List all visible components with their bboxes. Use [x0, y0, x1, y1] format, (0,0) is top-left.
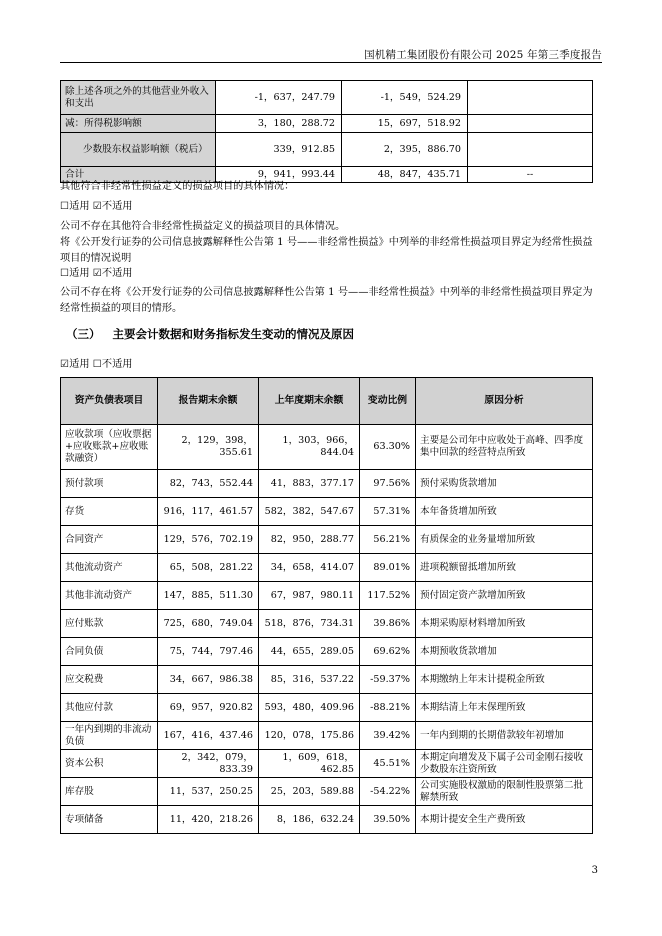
header-title: 国机精工集团股份有限公司 2025 年第三季度报告 — [364, 49, 602, 61]
prior-balance: 85，316，537.22 — [259, 666, 360, 694]
change-ratio: 56.21% — [360, 526, 416, 554]
item-cell: 存货 — [61, 498, 158, 526]
end-balance: 167，416，437.46 — [158, 722, 259, 750]
end-balance: 65，508，281.22 — [158, 554, 259, 582]
end-balance: 2，342，079，833.39 — [158, 750, 259, 778]
item-cell: 应交税费 — [61, 666, 158, 694]
reason-cell: 一年内到期的长期借款较年初增加 — [416, 722, 593, 750]
item-cell: 合同资产 — [61, 526, 158, 554]
paragraph-no-classification: 公司不存在将《公开发行证券的公司信息披露解释性公告第 1 号——非经常性损益》中列举的非经常性损益项目界定为经常性损益的项目的情形。 — [60, 287, 593, 314]
change-ratio: 39.86% — [360, 610, 416, 638]
reason-cell: 本期采购原材料增加所致 — [416, 610, 593, 638]
end-balance: 916，117，461.57 — [158, 498, 259, 526]
end-balance: 2，129，398，355.61 — [158, 425, 259, 470]
reason-cell: 本期结清上年末保理所致 — [416, 694, 593, 722]
reason-cell: 有质保金的业务量增加所致 — [416, 526, 593, 554]
applicability-option: ☐适用 ☑不适用 — [60, 201, 133, 212]
end-balance: 82，743，552.44 — [158, 470, 259, 498]
change-ratio: 57.31% — [360, 498, 416, 526]
prior-balance: 44，655，289.05 — [259, 638, 360, 666]
prior-balance: 82，950，288.77 — [259, 526, 360, 554]
change-ratio: 117.52% — [360, 582, 416, 610]
non-recurring-table — [60, 80, 593, 183]
item-cell: 专项储备 — [61, 806, 158, 834]
change-ratio: -54.22% — [360, 778, 416, 806]
reason-cell: 本期缴纳上年末计提税金所致 — [416, 666, 593, 694]
prior-balance: 120，078，175.86 — [259, 722, 360, 750]
prior-balance: 67，987，980.11 — [259, 582, 360, 610]
reason-cell: 本期定向增发及下属子公司金刚石接收少数股东注资所致 — [416, 750, 593, 778]
table-row — [61, 666, 593, 694]
end-balance: 11，420，218.26 — [158, 806, 259, 834]
header-period-end: 报告期末余额 — [158, 378, 259, 425]
paragraph-no-other-items: 公司不存在其他符合非经常性损益定义的损益项目的具体情况。 — [60, 221, 346, 232]
table-row — [61, 81, 593, 115]
table-row — [61, 425, 593, 470]
page-number: 3 — [591, 865, 598, 876]
change-ratio: 39.50% — [360, 806, 416, 834]
item-cell: 库存股 — [61, 778, 158, 806]
section-index: （三） — [66, 327, 101, 341]
table-row — [61, 498, 593, 526]
header-change-ratio: 变动比例 — [360, 378, 416, 425]
change-ratio: 45.51% — [360, 750, 416, 778]
header-reason: 原因分析 — [416, 378, 593, 425]
table-row — [61, 694, 593, 722]
item-cell: 一年内到期的非流动负债 — [61, 722, 158, 750]
section-heading — [60, 326, 354, 342]
ytd-value: 48，847，435.71 — [342, 167, 468, 183]
table-row — [61, 806, 593, 834]
prior-balance: 1，303，966，844.04 — [259, 425, 360, 470]
prior-balance: 8，186，632.24 — [259, 806, 360, 834]
current-value: -1，637，247.79 — [216, 81, 342, 115]
row-label: 少数股东权益影响额（税后） — [61, 133, 216, 167]
header-rule — [60, 62, 602, 63]
row-label: 除上述各项之外的其他营业外收入和支出 — [61, 81, 216, 115]
prior-balance: 1，609，618，462.85 — [259, 750, 360, 778]
note-cell — [468, 133, 593, 167]
current-value: 339，912.85 — [216, 133, 342, 167]
prior-balance: 582，382，547.67 — [259, 498, 360, 526]
item-cell: 合同负债 — [61, 638, 158, 666]
note-cell: -- — [468, 167, 593, 183]
change-ratio: -59.37% — [360, 666, 416, 694]
item-cell: 其他应付款 — [61, 694, 158, 722]
item-cell: 预付款项 — [61, 470, 158, 498]
reason-cell: 主要是公司年中应收处于高峰、四季度集中回款的经营特点所致 — [416, 425, 593, 470]
ytd-value: -1，549，524.29 — [342, 81, 468, 115]
section-title: 主要会计数据和财务指标发生变动的情况及原因 — [112, 327, 354, 341]
end-balance: 75，744，797.46 — [158, 638, 259, 666]
table-row — [61, 133, 593, 167]
table-row — [61, 778, 593, 806]
prior-balance: 41，883，377.17 — [259, 470, 360, 498]
item-cell: 应收款项（应收票据+应收账款+应收账款融资） — [61, 425, 158, 470]
prior-balance: 34，658，414.07 — [259, 554, 360, 582]
reason-cell: 本年备货增加所致 — [416, 498, 593, 526]
table-row — [61, 750, 593, 778]
current-value: 9，941，993.44 — [216, 167, 342, 183]
change-ratio: 39.42% — [360, 722, 416, 750]
current-value: 3，180，288.72 — [216, 115, 342, 133]
table-row — [61, 610, 593, 638]
reason-cell: 预付固定资产款增加所致 — [416, 582, 593, 610]
ytd-value: 15，697，518.92 — [342, 115, 468, 133]
item-cell: 资本公积 — [61, 750, 158, 778]
row-label: 减：所得税影响额 — [61, 115, 216, 133]
balance-sheet-changes-table — [60, 377, 593, 834]
table-row — [61, 582, 593, 610]
item-cell: 其他流动资产 — [61, 554, 158, 582]
change-ratio: 89.01% — [360, 554, 416, 582]
header-prior-year-end: 上年度期末余额 — [259, 378, 360, 425]
item-cell: 其他非流动资产 — [61, 582, 158, 610]
end-balance: 34，667，986.38 — [158, 666, 259, 694]
header-item: 资产负债表项目 — [61, 378, 158, 425]
prior-balance: 518，876，734.31 — [259, 610, 360, 638]
end-balance: 11，537，250.25 — [158, 778, 259, 806]
change-ratio: 63.30% — [360, 425, 416, 470]
reason-cell: 预付采购货款增加 — [416, 470, 593, 498]
end-balance: 69，957，920.82 — [158, 694, 259, 722]
ytd-value: 2，395，886.70 — [342, 133, 468, 167]
end-balance: 725，680，749.04 — [158, 610, 259, 638]
note-cell — [468, 115, 593, 133]
applicability-option: ☑适用 ☐不适用 — [60, 359, 133, 370]
row-label: 合计 — [61, 167, 216, 183]
reason-cell: 本期计提安全生产费所致 — [416, 806, 593, 834]
change-ratio: 69.62% — [360, 638, 416, 666]
table-row — [61, 638, 593, 666]
table-row — [61, 722, 593, 750]
prior-balance: 593，480，409.96 — [259, 694, 360, 722]
prior-balance: 25，203，589.88 — [259, 778, 360, 806]
note-cell — [468, 81, 593, 115]
reason-cell: 进项税额留抵增加所致 — [416, 554, 593, 582]
table-row — [61, 526, 593, 554]
table-row — [61, 554, 593, 582]
end-balance: 147，885，511.30 — [158, 582, 259, 610]
end-balance: 129，576，702.19 — [158, 526, 259, 554]
table-header-row — [61, 378, 593, 425]
paragraph-other-items: 其他符合非经常性损益定义的损益项目的具体情况： — [60, 181, 295, 192]
table-row — [61, 115, 593, 133]
table-row — [61, 470, 593, 498]
reason-cell: 公司实施股权激励的限制性股票第二批解禁所致 — [416, 778, 593, 806]
paragraph-classification-note: 将《公开发行证券的公司信息披露解释性公告第 1 号——非经常性损益》中列举的非经常性损益项目界定为经常性损益项目的情况说明 — [60, 237, 593, 264]
change-ratio: -88.21% — [360, 694, 416, 722]
applicability-option: ☐适用 ☑不适用 — [60, 268, 133, 279]
change-ratio: 97.56% — [360, 470, 416, 498]
item-cell: 应付账款 — [61, 610, 158, 638]
reason-cell: 本期预收货款增加 — [416, 638, 593, 666]
